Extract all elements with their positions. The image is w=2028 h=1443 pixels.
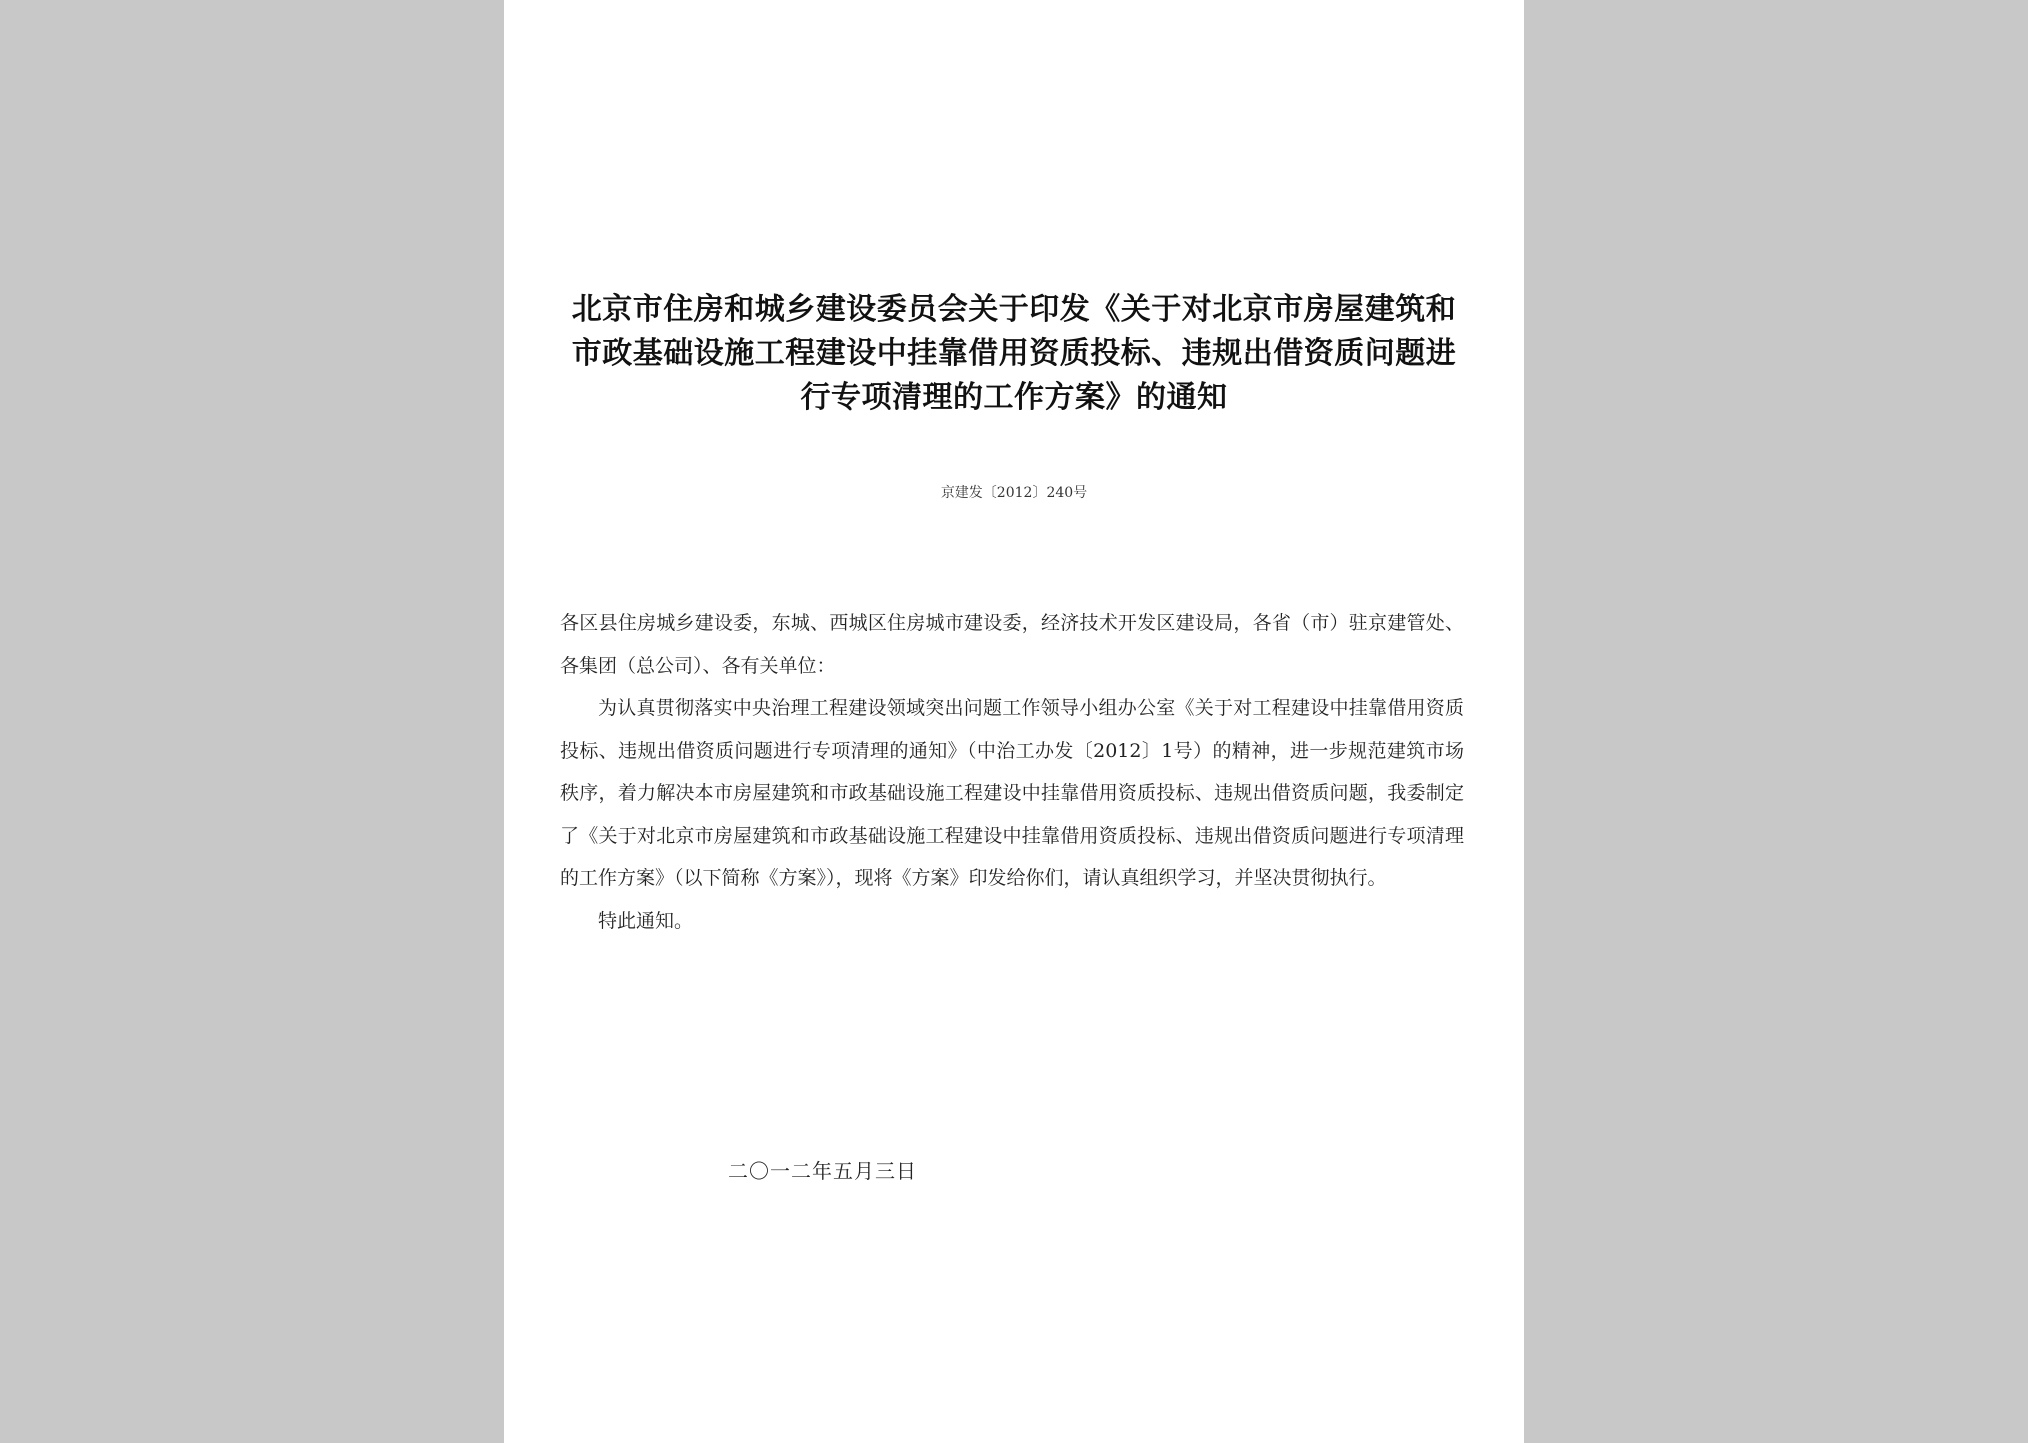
document-number: 京建发〔2012〕240号 xyxy=(940,485,1088,501)
closing-paragraph: 特此通知。 xyxy=(598,909,694,932)
document-page xyxy=(504,0,1524,1443)
main-paragraph: 为认真贯彻落实中央治理工程建设领域突出问题工作领导小组办公室《关于对工程建设中挂靠借用资质投标、违规出借资质问题进行专项清理的通知》（中治工办发〔2012〕1号）的精神，进一步规范建筑市场秩序，着力解决本市房屋建筑和市政基础设施工程建设中挂靠借用资质投标、违规出借资质问题，我委制定了《关于对北京市房屋建筑和市政基础设施工程建设中挂靠借用资质投标、违规出借资质问题进行专项清理的工作方案》（以下简称《方案》），现将《方案》印发给你们，请认真组织学习，并坚决贯彻执行。 xyxy=(560,697,1464,889)
document-body xyxy=(560,602,1464,942)
document-date: 二〇一二年五月三日 xyxy=(728,1159,917,1183)
document-title: 北京市住房和城乡建设委员会关于印发《关于对北京市房屋建筑和市政基础设施工程建设中挂靠借用资质投标、违规出借资质问题进行专项清理的工作方案》的通知 xyxy=(571,292,1457,415)
addressee-paragraph: 各区县住房城乡建设委，东城、西城区住房城市建设委，经济技术开发区建设局，各省（市）驻京建管处、各集团（总公司）、各有关单位： xyxy=(560,612,1464,677)
